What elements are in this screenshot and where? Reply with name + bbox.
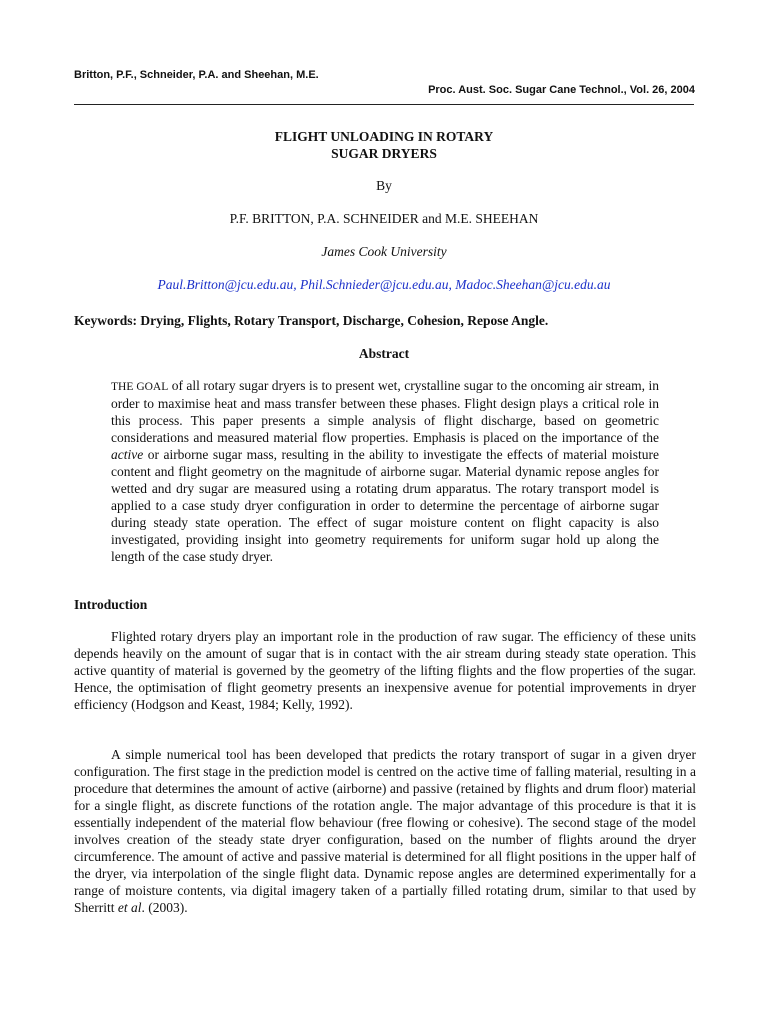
abstract-text-1: of all rotary sugar dryers is to present wet, crystalline sugar to the oncoming air stream, in order to maximise heat and mass transfer between these phases. Flight design plays a critical role in this process. This paper presents a simple analysis of flight discharge, based on geometric considerations and measured material flow properties. Emphasis is placed on the importance of the	[111, 378, 659, 445]
abstract-lead: THE GOAL	[111, 381, 169, 393]
abstract-italic-word: active	[111, 446, 144, 462]
affiliation: James Cook University	[321, 244, 447, 259]
by-line: By	[376, 178, 392, 193]
keywords: Keywords: Drying, Flights, Rotary Transport, Discharge, Cohesion, Repose Angle.	[74, 313, 549, 328]
abstract-body	[111, 378, 659, 565]
header-rule	[74, 104, 694, 105]
abstract-heading: Abstract	[358, 346, 410, 361]
abstract-text-2: or airborne sugar mass, resulting in the ability to investigate the effects of material moisture content and flight geometry on the magnitude of airborne sugar. Material dynamic repose angles for wetted and dry sugar are measured using a rotating drum apparatus. The rotary transport model is applied to a case study dryer configuration in order to determine the percentage of airborne sugar during steady state operation. The effect of sugar moisture content on flight capacity is also investigated, providing insight into geometry requirements for uniform sugar hold up along the length of the case study dryer.	[111, 446, 659, 564]
intro-paragraph-2-end: . (2003).	[141, 899, 188, 915]
intro-paragraph-2-text: A simple numerical tool has been developed that predicts the rotary transport of sugar in a given dryer configuration. The first stage in the prediction model is centred on the active time of falling material, resulting in a procedure that determines the amount of active (airborne) and passive (retained by flights and drum floor) material for a single flight, as discrete functions of the rotation angle. The major advantage of this procedure is that it is essentially independent of the material flow behaviour (free flowing or cohesive). The second stage of the model involves creation of the steady state dryer configuration, based on the number of flights around the dryer circumference. The amount of active and passive material is determined for all flight positions in the upper half of the dryer, via interpolation of the single flight data. Dynamic repose angles are determined experimentally for a range of moisture contents, via digital imagery taken of a partially filled rotating drum, similar to that used by Sherritt	[74, 747, 696, 915]
intro-paragraph-2	[74, 747, 696, 917]
author-emails[interactable]: Paul.Britton@jcu.edu.au, Phil.Schnieder@jcu.edu.au, Madoc.Sheehan@jcu.edu.au	[157, 277, 611, 292]
intro-paragraph-2-italic: et al	[117, 899, 142, 915]
title-line-2: SUGAR DRYERS	[331, 146, 437, 161]
paper-title	[74, 128, 694, 162]
author-names: P.F. BRITTON, P.A. SCHNEIDER and M.E. SHEEHAN	[229, 211, 539, 226]
introduction-heading: Introduction	[74, 597, 148, 612]
intro-paragraph-1: Flighted rotary dryers play an important role in the production of raw sugar. The efficiency of these units depends heavily on the amount of sugar that is in contact with the air stream during steady state operation. This active quantity of material is governed by the geometry of the lifting flights and the flow properties of the sugar. Hence, the optimisation of flight geometry presents an inexpensive avenue for potential improvements in dryer efficiency (Hodgson and Keast, 1984; Kelly, 1992).	[74, 629, 696, 712]
title-line-1: FLIGHT UNLOADING IN ROTARY	[274, 129, 494, 144]
running-header-authors: Britton, P.F., Schneider, P.A. and Sheehan, M.E.	[74, 69, 319, 81]
running-header-proceedings: Proc. Aust. Soc. Sugar Cane Technol., Vol. 26, 2004	[428, 84, 695, 96]
